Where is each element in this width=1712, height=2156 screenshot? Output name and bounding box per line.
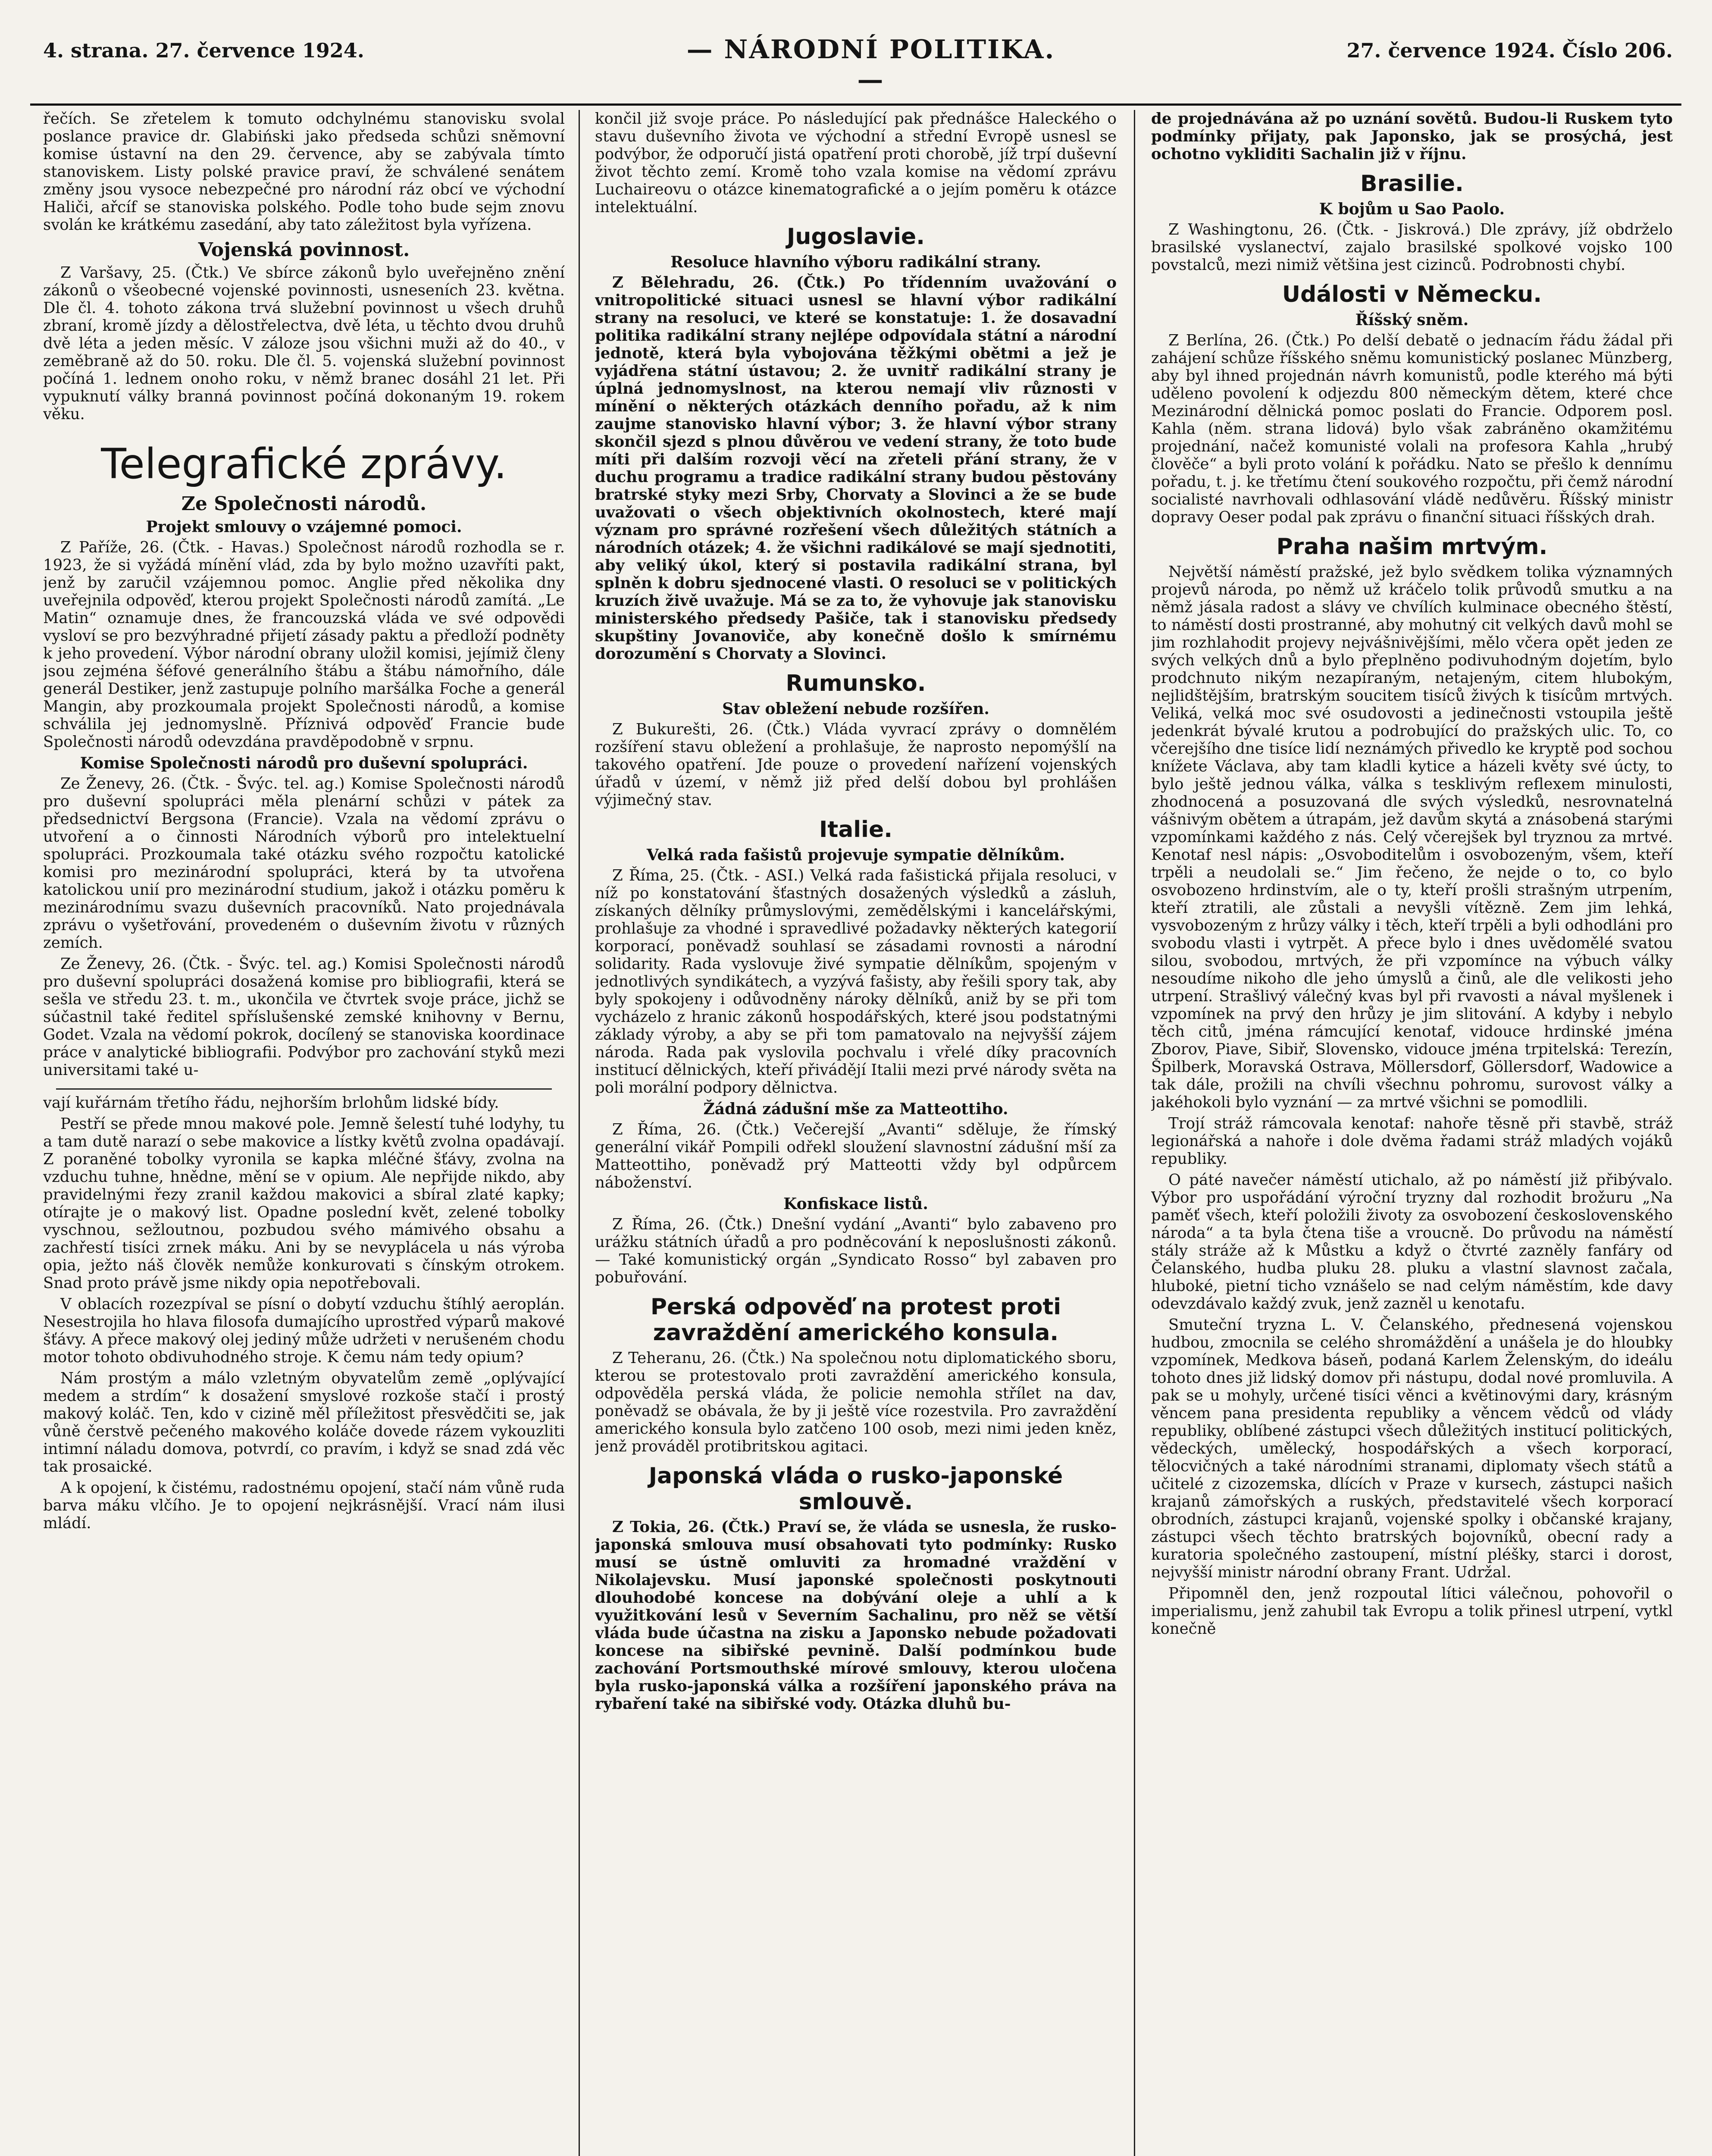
article-body: Z Říma, 26. (Čtk.) Večerejší „Avanti“ sděluje, že římský generální vikář Pompili odřekl sloužení slavnostní zádušní mší za Matteottiho, poněvadž prý Matteotti vždy byl odpůrcem náboženství. (595, 1121, 1117, 1191)
article-continuation: končil již svoje práce. Po následující pak přednášce Haleckého o stavu duševního života ve východní a střední Evropě usnesl se podvýbor, že odporučí jistá opatření proti chorobě, jíž trpí duševní život těchto zemí. Kromě toho vzala komise na vědomí zprávu Luchaireovu o otázce kinematografické a o jejím poměru k otázce intelektuální. (595, 110, 1117, 216)
article-body: Ze Ženevy, 26. (Čtk. - Švýc. tel. ag.) Komise Společnosti národů pro duševní spolupráci měla plenární schůzi v pátek za předsednictví Bergsona (Francie). Vzala na vědomí zprávu o utvoření a o činnosti Národních výborů pro intelektuelní spolupráci. Prozkoumala také otázku svého rozpočtu katolické komisi pro mezinárodní spolupráci, která by ta utvořena katolickou unií pro mezinárodní studium, jakož i otázku poměru k mezinárodnímu svazu duševních pracovníků. Nato projednávala zprávu o vyšetřování, provedeném o duševním životu v různých zemích. (43, 775, 565, 952)
article-body: Z Washingtonu, 26. (Čtk. - Jiskrová.) Dle zprávy, jíž obdrželo brasilské vyslanectví, zajalo brasilské spolkové vojsko 100 povstalců, mezi nimiž většina jest cizinců. Podrobnosti chybí. (1151, 221, 1673, 274)
column-3 (1151, 110, 1673, 2156)
section-heading: Praha našim mrtvým. (1276, 534, 1548, 560)
section-heading: Jugoslavie. (787, 224, 925, 250)
article-heading: Velká rada fašistů projevuje sympatie dělníkům. (646, 846, 1065, 864)
article-body: Připomněl den, jenž rozpoutal lítici válečnou, pohovořil o imperialismu, jenž zahubil tak Evropu a tolik přinesl utrpení, vytkl konečně (1151, 1585, 1673, 1638)
section-heading: Telegrafické zprávy. (101, 440, 507, 488)
section-heading: Události v Německu. (1282, 282, 1542, 307)
article-heading: Říšský sněm. (1355, 311, 1469, 329)
subsection-heading: Ze Společnosti národů. (181, 493, 427, 515)
page-number-date: 4. strana. 27. července 1924. (43, 39, 364, 62)
article-body: Z Říma, 25. (Čtk. - ASI.) Velká rada fašistická přijala resoluci, v níž po konstatování šťastných dosažených výsledků a zásluh, získaných dělníky průmyslovými, zemědělskými i kancelářskými, prohlašuje za vhodné i spravedlivé požadavky některých kategorií korporací, poněvadž souhlasí se zásadami rovnosti a národní solidarity. Rada vyslovuje živé sympatie dělníkům, spojeným v jednotlivých syndikátech, a vyzývá fašisty, aby řešili spory tak, aby byly spokojeny i odůvodněny nároky dělníků, aniž by se při tom vycházelo z hranic zákonů hospodářských, které jsou podstatnými základy výroby, a aby se při tom pamatovalo na nejvyšší zájem národa. Rada pak vyslovila pochvalu i vřelé díky pracovních institucí dělnických, kteří přivádějí Italii mezi prvé národy světa na poli morální podpory dělnictva. (595, 867, 1117, 1097)
section-heading: Japonská vláda o rusko-japonské smlouvě. (648, 1463, 1063, 1515)
article-continuation: de projednávána až po uznání sovětů. Budou-li Ruskem tyto podmínky přijaty, pak Japonsko, jak se prosýchá, jest ochotno vykliditi Sachalin již v říjnu. (1151, 110, 1673, 163)
article-heading: K bojům u Sao Paolo. (1319, 200, 1505, 218)
article-body: Z Tokia, 26. (Čtk.) Praví se, že vláda se usnesla, že rusko-japonská smlouva musí obsahovati tyto podmínky: Rusko musí se ústně omluviti za hromadné vraždění v Nikolajevsku. Musí japonské společnosti poskytnouti dlouhodobé koncese na dobývání oleje a uhlí a k využitkování lesů v Severním Sachalinu, pro něž se větší vláda bude účastna na zisku a Japonsko nebude požadovati koncese na sibiřské pevnině. Další podmínkou bude zachování Portsmouthské mírové smlouvy, kterou uločena byla rusko-japonská válka a rozšíření japonského práva na rybaření také na sibiřské vody. Otázka dluhů bu- (595, 1518, 1117, 1713)
article-heading: Konfiskace listů. (783, 1195, 928, 1213)
article-body: O páté navečer náměstí utichalo, až po náměstí již přibývalo. Výbor pro uspořádání výroční tryzny dal rozhodit brožuru „Na paměť všech, kteří položili životy za osvobození československého národa“ a ta byla čtena tiše a vroucně. Do průvodu na náměstí stály stráže až k Můstku a když o čtvrté zazněly fanfáry od Čelanského, hudba pluku 28. pluku a vlastní slavnost začala, hluboké, pietní ticho vznášelo se nad celým náměstím, kde davy odevzdávalo každý zvuk, jenž zazněl u kenotafu. (1151, 1171, 1673, 1313)
masthead (30, 17, 1681, 106)
article-body: Trojí stráž rámcovala kenotaf: nahoře těsně při stavbě, stráž legionářská a nahoře i dole dvěma řadami stráž mladých vojáků republiky. (1151, 1115, 1673, 1168)
newspaper-title: — NÁRODNÍ POLITIKA. — (686, 34, 1055, 95)
article-body: Z Varšavy, 25. (Čtk.) Ve sbírce zákonů bylo uveřejněno znění zákonů o všeobecné vojenské povinnosti, usneseních 23. května. Dle čl. 4. tohoto zákona trvá služební povinnost u všech druhů zbraní, kromě jízdy a dělostřelectva, dvě léta, u těchto dvou druhů dvě léta a jeden měsíc. V záloze jsou všichni muži až do 40., v zeměbraně až do 50. roku. Dle čl. 5. vojenská služební povinnost počíná 1. lednem onoho roku, v němž branec dosáhl 21 let. Při vypuknutí války branná povinnost počíná dokonaným 19. rokem věku. (43, 264, 565, 423)
article-body: Z Bělehradu, 26. (Čtk.) Po třídenním uvažování o vnitropolitické situaci usnesl se hlavní výbor radikální strany na resoluci, ve které se konstatuje: 1. že dosavadní politika radikální strany nejlépe odpovídala státní a národní jednotě, která byla vybojována těžkými obětmi a jež je vyjádřena státní ústavou; 2. že uvnitř radikální strany je úplná jednomyslnost, na kterou nemají vliv různosti v mínění o některých otázkách denního pořadu, až k nim zaujme stanovisko hlavní výbor; 3. že hlavní výbor strany skončil sjezd s plnou důvěrou ve vedení strany, že toto bude míti při dalším rozvoji věcí na zřeteli přání strany, že v duchu programu a tradice radikální strany budou pěstovány bratrské styky mezi Srby, Chorvaty a Slovinci a že se bude uvažovati o všech objektivních okolnostech, které mají význam pro správné rozřešení všech důležitých státních a národních otázek; 4. že všichni radikálové se mají sjednotiti, aby veliký úkol, který si postavila radikální strana, byl splněn k dobru sjednocené vlasti. O resoluci se v politických kruzích živě uvažuje. Má se za to, že vyhovuje jak stanovisku ministerského předsedy Pašiče, tak i stanovisku předsedy skupštiny Jovanoviče, aby konečně došlo k smírnému dorozumění s Chorvaty a Slovinci. (595, 274, 1117, 663)
section-heading: Italie. (819, 817, 892, 843)
newspaper-page (30, 17, 1681, 2156)
article-heading: Komise Společnosti národů pro duševní spolupráci. (80, 754, 528, 772)
article-continuation: řečích. Se zřetelem k tomuto odchylnému stanovisku svolal poslance pravice dr. Glabiński jako předseda schůzi sněmovní komise ústavní na den 29. července, aby se zabývala tímto stanoviskem. Listy polské pravice praví, že schválené senátem změny jsou vysoce nebezpečné pro národní ráz obcí ve východní Haliči, ařcíf se stanoviska polského. Podle toho bude sejm znovu svolán ke krátkému zasedání, aby tato záležitost byla vyřízena. (43, 110, 565, 234)
article-body: Z Teheranu, 26. (Čtk.) Na společnou notu diplomatického sboru, kterou se protestovalo proti zavraždění amerického konsula, odpověděla perská vláda, že policie nemohla střílet na dav, poněvadž se obávala, že by ji ještě více rozestvila. Pro zavraždění amerického konsula bylo zatčeno 100 osob, mezi nimi jeden kněz, jenž prováděl protibritskou agitaci. (595, 1349, 1117, 1455)
article-body: Z Bukurešti, 26. (Čtk.) Vláda vyvrací zprávy o domnělém rozšíření stavu obležení a prohlašuje, že naprosto nepomýšlí na takového opatření. Jde pouze o provedení nařízení vojenských úřadů v území, v němž již před delší dobou byl prohlášen výjimečný stav. (595, 721, 1117, 809)
feuilleton-text: A k opojení, k čistému, radostnému opojení, stačí nám vůně ruda barva máku vlčího. Je to opojení nejkrásnější. Vrací nám ilusi mládí. (43, 1479, 565, 1532)
feuilleton-text: Pestří se přede mnou makové pole. Jemně šelestí tuhé lodyhy, tu a tam dutě narazí o sebe makovice a lístky květů zvolna opadávají. Z poraněné tobolky vyronila se kapka mléčné šťávy, zvolna na vzduchu tuhne, hnědne, mění se v opium. Ale nepřijde nikdo, aby pravidelnými řezy zranil každou makovici a sbíral zlaté kapky; otírajte je o makový list. Opadne poslední květ, zelené tobolky vyschnou, sežloutnou, pozbudou svého mámivého obsahu a zachřestí tisíci zrnek máku. Ani by se nevyplácela u nás výroba opia, ježto náš člověk nemůže konkurovati s čínským otrokem. Snad proto právě jsme nikdy opia nepotřebovali. (43, 1115, 565, 1292)
article-heading: Vojenská povinnost. (198, 239, 410, 261)
issue-date-number: 27. července 1924. Číslo 206. (1346, 39, 1673, 62)
article-heading: Žádná zádušní mše za Matteottiho. (703, 1100, 1008, 1118)
column-divider (579, 110, 580, 2156)
article-heading: Resoluce hlavního výboru radikální strany. (670, 253, 1041, 271)
section-heading: Perská odpověď na protest proti zavraždění amerického konsula. (650, 1294, 1061, 1346)
article-body: Smuteční tryzna L. V. Čelanského, přednesená vojenskou hudbou, zmocnila se celého shromáždění a unášela je do hloubky vzpomínek, Medkova báseň, podaná Karlem Želenským, do ideálu tohoto dnes již lidský domov při nástupu, dodal nové promluvila. A pak se u mohyly, určené tisíci věnci a květinovými dary, krásným věncem pana presidenta republiky a věncem vědců od vlády republiky, oblíbené zástupci všech důležitých institucí politických, vědeckých, umělecký, hospodářských a všech korporací, tělocvičných a také národními stranami, diplomaty všech států a učitelé z cizozemska, dlících v Praze v kursech, zástupci našich krajanů zámořských a ruských, představitelé všech korporací obrodních, zástupci krajanů, vojenské spolky i občanské krajany, zástupci všech těchto bratrských bojovníků, obecní rady a kuratoria společného zastoupení, místní pléšky, starci i dorost, nejvyšší ministr národní obrany Frant. Udržal. (1151, 1316, 1673, 1581)
article-body: Největší náměstí pražské, jež bylo svědkem tolika významných projevů národa, po němž už kráčelo tolik průvodů smutku a na němž jásala radost a slávy ve chvílích kulminace obecného štěstí, to náměstí dosti prostranné, aby mohutný cit velkých davů mohl se jim rozhlahodit projevy nejvášnivějšími, mělo včera opět jeden ze svých velkých dnů a bylo přeplněno podivuhodným dojetím, bylo prodchnuto nikým nezapíraným, netajeným, citem hlubokým, nejlidštějším, bratrským soucitem tisíců živých k tisícům mrtvých. Veliká, velká moc své osudovosti a jedinečnosti vstoupila ještě jedenkrát bývalé krutou a podrobující do pražských ulic. To, co včerejšího dne tisíce lidí neznámých přivedlo ke kryptě pod sochou knížete Václava, aby tam kladli kytice a házeli květy své úcty, to bylo ještě jednou válka, válka s tesklivým reflexem minulosti, zhodnocená a posuzovaná dle svých výsledků, nesrovnatelná vášnivým obětem a útrapám, jež davům skytá a znásobená starými vzpomínkami každého z nás. Celý včerejšek byl tryznou za mrtvé. Kenotaf nesl nápis: „Osvoboditelům i osvobozeným, všem, kteří trpěli a neudolali se.“ Jim řečeno, že nejde o to, co bylo osvobozeno hrdinstvím, ale o ty, kteří prošli strašným utrpením, kteří ztratili, ale zůstali a nevyšli vítězně. Zem jim lehká, vysvobozeným z hrůzy války i těch, kteří trpěli a byli odhodláni pro svobodu vlasti i vytrpět. A přece bylo i dnes uvědomělé svatou silou, svobodou, mrtvých, že při vzpomínce na výbuch války nesoudíme nikoho dle jeho úmyslů a činů, ale dle velikosti jeho utrpení. Strašlivý válečný kvas byl při rvavosti a nával myšlenek i vzpomínek na prvý den hrůzy je jim slitování. A kdyby i nebylo těch citů, jména rámcující kenotaf, vidouce hrdinské jména Zborov, Piave, Sibiř, Slovensko, vidouce jména trpitelská: Terezín, Špilberk, Moravská Ostrava, Möllersdorf, Göllersdorf, Wadowice a tak dále, prožili na chvíli všechnu pohromu, surovost války a jakéhokoli bylo vyznání — za mrtvé všichni se pomodlili. (1151, 563, 1673, 1111)
article-heading: Projekt smlouvy o vzájemné pomoci. (146, 518, 462, 536)
feuilleton-text: vají kuřárnám třetího řádu, nejhorším brlohům lidské bídy. (43, 1094, 499, 1112)
feuilleton-text: Nám prostým a málo vzletným obyvatelům země „oplývající medem a strdím“ k dosažení smyslové rozkoše stačí i prostý makový koláč. Ten, kdo v cizině měl příležitost přesvědčiti se, jak vůně čerstvě pečeného makového koláče dovede rázem vykouzliti intimní náladu domova, potvrdí, co pravím, i když se snad zdá věc tak prosaické. (43, 1369, 565, 1476)
article-body: Z Říma, 26. (Čtk.) Dnešní vydání „Avanti“ bylo zabaveno pro urážku státních úřadů a pro podněcování k neposlušnosti zákonů. — Také komunistický orgán „Syndicato Rosso“ byl zabaven pro pobuřování. (595, 1216, 1117, 1286)
section-heading: Rumunsko. (786, 671, 926, 696)
column-2 (595, 110, 1117, 2156)
article-body: Z Berlína, 26. (Čtk.) Po delší debatě o jednacím řádu žádal při zahájení schůze říšského sněmu komunistický poslanec Münzberg, aby byl ihned projednán návrh komunistů, podle kterého má býti uděleno povolení k odjezdu 800 německým dětem, které chce Mezinárodní dělnická pomoc poslati do Francie. Odporem posl. Kahla (něm. strana lidová) bylo však zabráněno okamžitému projednání, načež komunisté volali na profesora Kahla „hrubý člověče“ a byli proto volání k pořádku. Nato se přešlo k dennímu pořadu, t. j. ke třetímu čtení soukového rozpočtu, při čemž národní socialisté navrhovali odhlasování vládě nedůvěru. Říšský ministr dopravy Oeser podal pak zprávu o finanční situaci říšských drah. (1151, 332, 1673, 526)
article-body: Z Paříže, 26. (Čtk. - Havas.) Společnost národů rozhodla se r. 1923, že si vyžádá mínění vlád, zda by bylo možno uzavříti pakt, jenž by zaručil vzájemnou pomoc. Anglie před několika dny uveřejnila odpověď, kterou projekt Společnosti národů zamítá. „Le Matin“ oznamuje dnes, že francouzská vláda ve své odpovědi vysloví se pro bezvýhradné přijetí zásady paktu a předloží podněty k jeho provedení. Výbor národní obrany uložil komisi, jejímiž členy jsou zejména šéfové generálního štábu a štábu námořního, dále generál Destiker, jenž zastupuje polního maršálka Foche a generál Mangin, aby prozkoumala projekt Společnosti národů, a komise schválila jej jednomyslně. Příznivá odpověď Francie bude Společnosti národů odevzdána pravděpodobně v srpnu. (43, 539, 565, 751)
article-heading: Stav obležení nebude rozšířen. (722, 700, 989, 718)
section-heading: Brasilie. (1360, 171, 1464, 197)
feuilleton-text: V oblacích rozezpíval se písní o dobytí vzduchu štíhlý aeroplán. Nesestrojila ho hlava filosofa dumajícího uprostřed výparů makové šťávy. A přece makový olej jediný může udržeti v nerušeném chodu motor tohoto obdivuhodného stroje. K čemu nám tedy opium? (43, 1295, 565, 1366)
divider (56, 1088, 552, 1090)
column-divider (1134, 110, 1135, 2156)
column-1 (43, 110, 565, 2156)
article-body: Ze Ženevy, 26. (Čtk. - Švýc. tel. ag.) Komisi Společnosti národů pro duševní spolupráci dosažená komise pro bibliografii, která se sešla ve středu 23. t. m., ukončila ve čtvrtek svoje práce, jichž se súčastnil také ředitel spříslušenské zemské knihovny v Bernu, Godet. Vzala na vědomí pokrok, docílený se stanoviska koordinace práce v analytické bibliografii. Podvýbor pro zachování styků mezi universitami také u- (43, 955, 565, 1079)
